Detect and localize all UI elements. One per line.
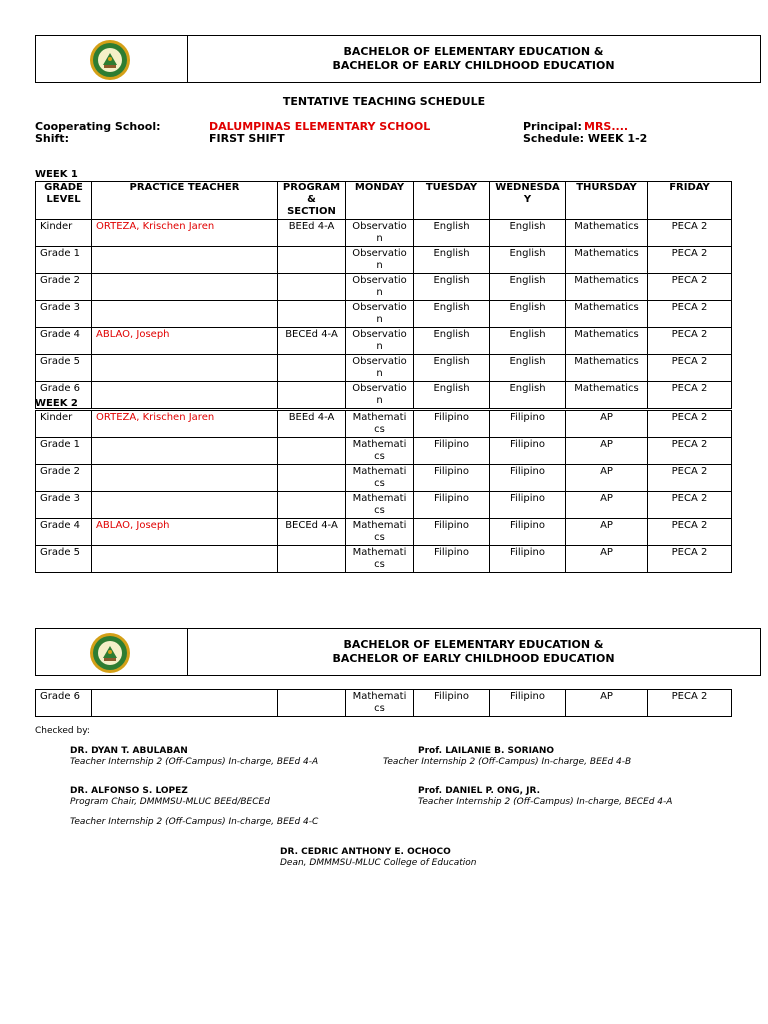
program-cell <box>278 355 346 382</box>
monday-cell: Mathematics <box>346 690 414 717</box>
program-title-line1: BACHELOR OF ELEMENTARY EDUCATION & <box>343 45 604 58</box>
table-header-row <box>36 182 732 220</box>
thursday-cell: Mathematics <box>566 220 648 247</box>
checked-by-label: Checked by: <box>35 726 90 736</box>
monday-cell: Observation <box>346 301 414 328</box>
week2-schedule-table <box>35 410 732 573</box>
grade-cell: Grade 4 <box>36 328 92 355</box>
shift-value: FIRST SHIFT <box>209 132 285 145</box>
logo-cell <box>36 629 188 675</box>
signatory-role: Teacher Internship 2 (Off-Campus) In-charge, BEEd 4-C <box>70 817 319 827</box>
monday-cell: Mathematics <box>346 546 414 573</box>
wednesday-cell: Filipino <box>490 492 566 519</box>
grade-cell: Kinder <box>36 411 92 438</box>
monday-cell: Mathematics <box>346 465 414 492</box>
tuesday-cell: Filipino <box>414 519 490 546</box>
col-header-friday: FRIDAY <box>648 182 732 220</box>
table-row <box>36 247 732 274</box>
wednesday-cell: English <box>490 355 566 382</box>
tuesday-cell: Filipino <box>414 411 490 438</box>
program-cell <box>278 492 346 519</box>
grade-cell: Grade 2 <box>36 465 92 492</box>
signatory-name: DR. DYAN T. ABULABAN <box>70 746 188 756</box>
teacher-cell: ORTEZA, Krischen Jaren <box>92 220 278 247</box>
program-cell <box>278 690 346 717</box>
program-cell <box>278 465 346 492</box>
monday-cell: Observation <box>346 382 414 409</box>
signatory-role: Teacher Internship 2 (Off-Campus) In-charge, BEEd 4-B <box>383 757 632 767</box>
wednesday-cell: English <box>490 301 566 328</box>
friday-cell: PECA 2 <box>648 355 732 382</box>
friday-cell: PECA 2 <box>648 690 732 717</box>
friday-cell: PECA 2 <box>648 465 732 492</box>
wednesday-cell: English <box>490 220 566 247</box>
teacher-cell: ORTEZA, Krischen Jaren <box>92 411 278 438</box>
program-cell <box>278 274 346 301</box>
thursday-cell: AP <box>566 411 648 438</box>
wednesday-cell: English <box>490 382 566 409</box>
table-row <box>36 382 732 409</box>
thursday-cell: AP <box>566 465 648 492</box>
tuesday-cell: English <box>414 220 490 247</box>
wednesday-cell: Filipino <box>490 438 566 465</box>
teacher-cell: ABLAO, Joseph <box>92 519 278 546</box>
teacher-cell <box>92 382 278 409</box>
monday-cell: Mathematics <box>346 519 414 546</box>
friday-cell: PECA 2 <box>648 519 732 546</box>
program-cell: BEEd 4-A <box>278 411 346 438</box>
teacher-cell <box>92 690 278 717</box>
grade-cell: Grade 3 <box>36 492 92 519</box>
week1-label: WEEK 1 <box>35 169 78 180</box>
program-cell: BEEd 4-A <box>278 220 346 247</box>
program-cell <box>278 382 346 409</box>
monday-cell: Observation <box>346 328 414 355</box>
monday-cell: Mathematics <box>346 492 414 519</box>
program-cell: BECEd 4-A <box>278 328 346 355</box>
grade-cell: Grade 5 <box>36 355 92 382</box>
tuesday-cell: Filipino <box>414 546 490 573</box>
table-row <box>36 492 732 519</box>
table-row <box>36 465 732 492</box>
wednesday-cell: Filipino <box>490 465 566 492</box>
program-title-line2: BACHELOR OF EARLY CHILDHOOD EDUCATION <box>332 652 615 665</box>
table-row <box>36 328 732 355</box>
teacher-cell <box>92 301 278 328</box>
col-header-teacher: PRACTICE TEACHER <box>92 182 278 220</box>
signatory-role: Dean, DMMMSU-MLUC College of Education <box>280 858 477 868</box>
tuesday-cell: English <box>414 328 490 355</box>
table-row <box>36 519 732 546</box>
tuesday-cell: English <box>414 382 490 409</box>
monday-cell: Observation <box>346 220 414 247</box>
col-header-grade: GRADE LEVEL <box>36 182 92 220</box>
teacher-cell <box>92 438 278 465</box>
principal-label: Principal: <box>523 120 582 133</box>
col-header-monday: MONDAY <box>346 182 414 220</box>
monday-cell: Observation <box>346 355 414 382</box>
thursday-cell: Mathematics <box>566 274 648 301</box>
teacher-cell <box>92 247 278 274</box>
teacher-cell <box>92 492 278 519</box>
table-row <box>36 301 732 328</box>
university-seal-logo <box>89 632 131 674</box>
signatory-role: Program Chair, DMMMSU-MLUC BEEd/BECEd <box>70 797 270 807</box>
wednesday-cell: Filipino <box>490 519 566 546</box>
thursday-cell: Mathematics <box>566 355 648 382</box>
schedule-label: Schedule: WEEK 1-2 <box>523 132 648 145</box>
table-row <box>36 690 732 717</box>
table-row <box>36 546 732 573</box>
teacher-cell <box>92 355 278 382</box>
shift-label: Shift: <box>35 132 69 145</box>
program-cell: BECEd 4-A <box>278 519 346 546</box>
friday-cell: PECA 2 <box>648 411 732 438</box>
teacher-cell: ABLAO, Joseph <box>92 328 278 355</box>
col-header-thursday: THURSDAY <box>566 182 648 220</box>
friday-cell: PECA 2 <box>648 492 732 519</box>
table-row <box>36 438 732 465</box>
grade-cell: Grade 6 <box>36 382 92 409</box>
friday-cell: PECA 2 <box>648 274 732 301</box>
thursday-cell: Mathematics <box>566 301 648 328</box>
program-titles <box>187 629 760 675</box>
week2-continued-table <box>35 689 732 717</box>
program-cell <box>278 546 346 573</box>
monday-cell: Mathematics <box>346 411 414 438</box>
tuesday-cell: English <box>414 247 490 274</box>
col-header-program: PROGRAM & SECTION <box>278 182 346 220</box>
tuesday-cell: English <box>414 301 490 328</box>
thursday-cell: Mathematics <box>566 328 648 355</box>
university-seal-logo <box>89 39 131 81</box>
wednesday-cell: English <box>490 247 566 274</box>
thursday-cell: Mathematics <box>566 382 648 409</box>
wednesday-cell: English <box>490 274 566 301</box>
grade-cell: Grade 1 <box>36 247 92 274</box>
friday-cell: PECA 2 <box>648 546 732 573</box>
tuesday-cell: English <box>414 355 490 382</box>
wednesday-cell: English <box>490 328 566 355</box>
monday-cell: Observation <box>346 274 414 301</box>
monday-cell: Mathematics <box>346 438 414 465</box>
col-header-wednesday: WEDNESDAY <box>490 182 566 220</box>
program-cell <box>278 301 346 328</box>
signatory-role: Teacher Internship 2 (Off-Campus) In-charge, BEEd 4-A <box>70 757 319 767</box>
program-cell <box>278 247 346 274</box>
signatory-name: Prof. DANIEL P. ONG, JR. <box>418 786 541 796</box>
tuesday-cell: Filipino <box>414 690 490 717</box>
table-row <box>36 274 732 301</box>
grade-cell: Grade 4 <box>36 519 92 546</box>
friday-cell: PECA 2 <box>648 328 732 355</box>
logo-cell <box>36 36 188 82</box>
friday-cell: PECA 2 <box>648 382 732 409</box>
monday-cell: Observation <box>346 247 414 274</box>
wednesday-cell: Filipino <box>490 690 566 717</box>
tuesday-cell: Filipino <box>414 438 490 465</box>
friday-cell: PECA 2 <box>648 220 732 247</box>
signatory-name: DR. ALFONSO S. LOPEZ <box>70 786 188 796</box>
header-box-page2 <box>35 628 761 676</box>
principal-value: MRS.... <box>584 120 629 133</box>
grade-cell: Grade 3 <box>36 301 92 328</box>
friday-cell: PECA 2 <box>648 247 732 274</box>
tuesday-cell: Filipino <box>414 492 490 519</box>
wednesday-cell: Filipino <box>490 546 566 573</box>
program-title-line2: BACHELOR OF EARLY CHILDHOOD EDUCATION <box>332 59 615 72</box>
grade-cell: Grade 6 <box>36 690 92 717</box>
table-row <box>36 220 732 247</box>
grade-cell: Grade 5 <box>36 546 92 573</box>
tuesday-cell: English <box>414 274 490 301</box>
table-row <box>36 355 732 382</box>
table-row <box>36 411 732 438</box>
teacher-cell <box>92 465 278 492</box>
thursday-cell: AP <box>566 519 648 546</box>
header-box <box>35 35 761 83</box>
signatory-name: Prof. LAILANIE B. SORIANO <box>418 746 555 756</box>
program-title-line1: BACHELOR OF ELEMENTARY EDUCATION & <box>343 638 604 651</box>
signatory-role: Teacher Internship 2 (Off-Campus) In-charge, BECEd 4-A <box>418 797 673 807</box>
teacher-cell <box>92 274 278 301</box>
thursday-cell: AP <box>566 492 648 519</box>
thursday-cell: Mathematics <box>566 247 648 274</box>
grade-cell: Grade 1 <box>36 438 92 465</box>
week1-schedule-table <box>35 181 732 409</box>
thursday-cell: AP <box>566 438 648 465</box>
thursday-cell: AP <box>566 690 648 717</box>
program-titles <box>187 36 760 82</box>
program-cell <box>278 438 346 465</box>
col-header-tuesday: TUESDAY <box>414 182 490 220</box>
friday-cell: PECA 2 <box>648 438 732 465</box>
school-label: Cooperating School: <box>35 120 161 133</box>
thursday-cell: AP <box>566 546 648 573</box>
teacher-cell <box>92 546 278 573</box>
week2-label: WEEK 2 <box>35 398 78 409</box>
school-value: DALUMPINAS ELEMENTARY SCHOOL <box>209 120 431 133</box>
signatory-name: DR. CEDRIC ANTHONY E. OCHOCO <box>280 847 451 857</box>
grade-cell: Grade 2 <box>36 274 92 301</box>
grade-cell: Kinder <box>36 220 92 247</box>
document-title: TENTATIVE TEACHING SCHEDULE <box>282 95 486 108</box>
tuesday-cell: Filipino <box>414 465 490 492</box>
friday-cell: PECA 2 <box>648 301 732 328</box>
wednesday-cell: Filipino <box>490 411 566 438</box>
